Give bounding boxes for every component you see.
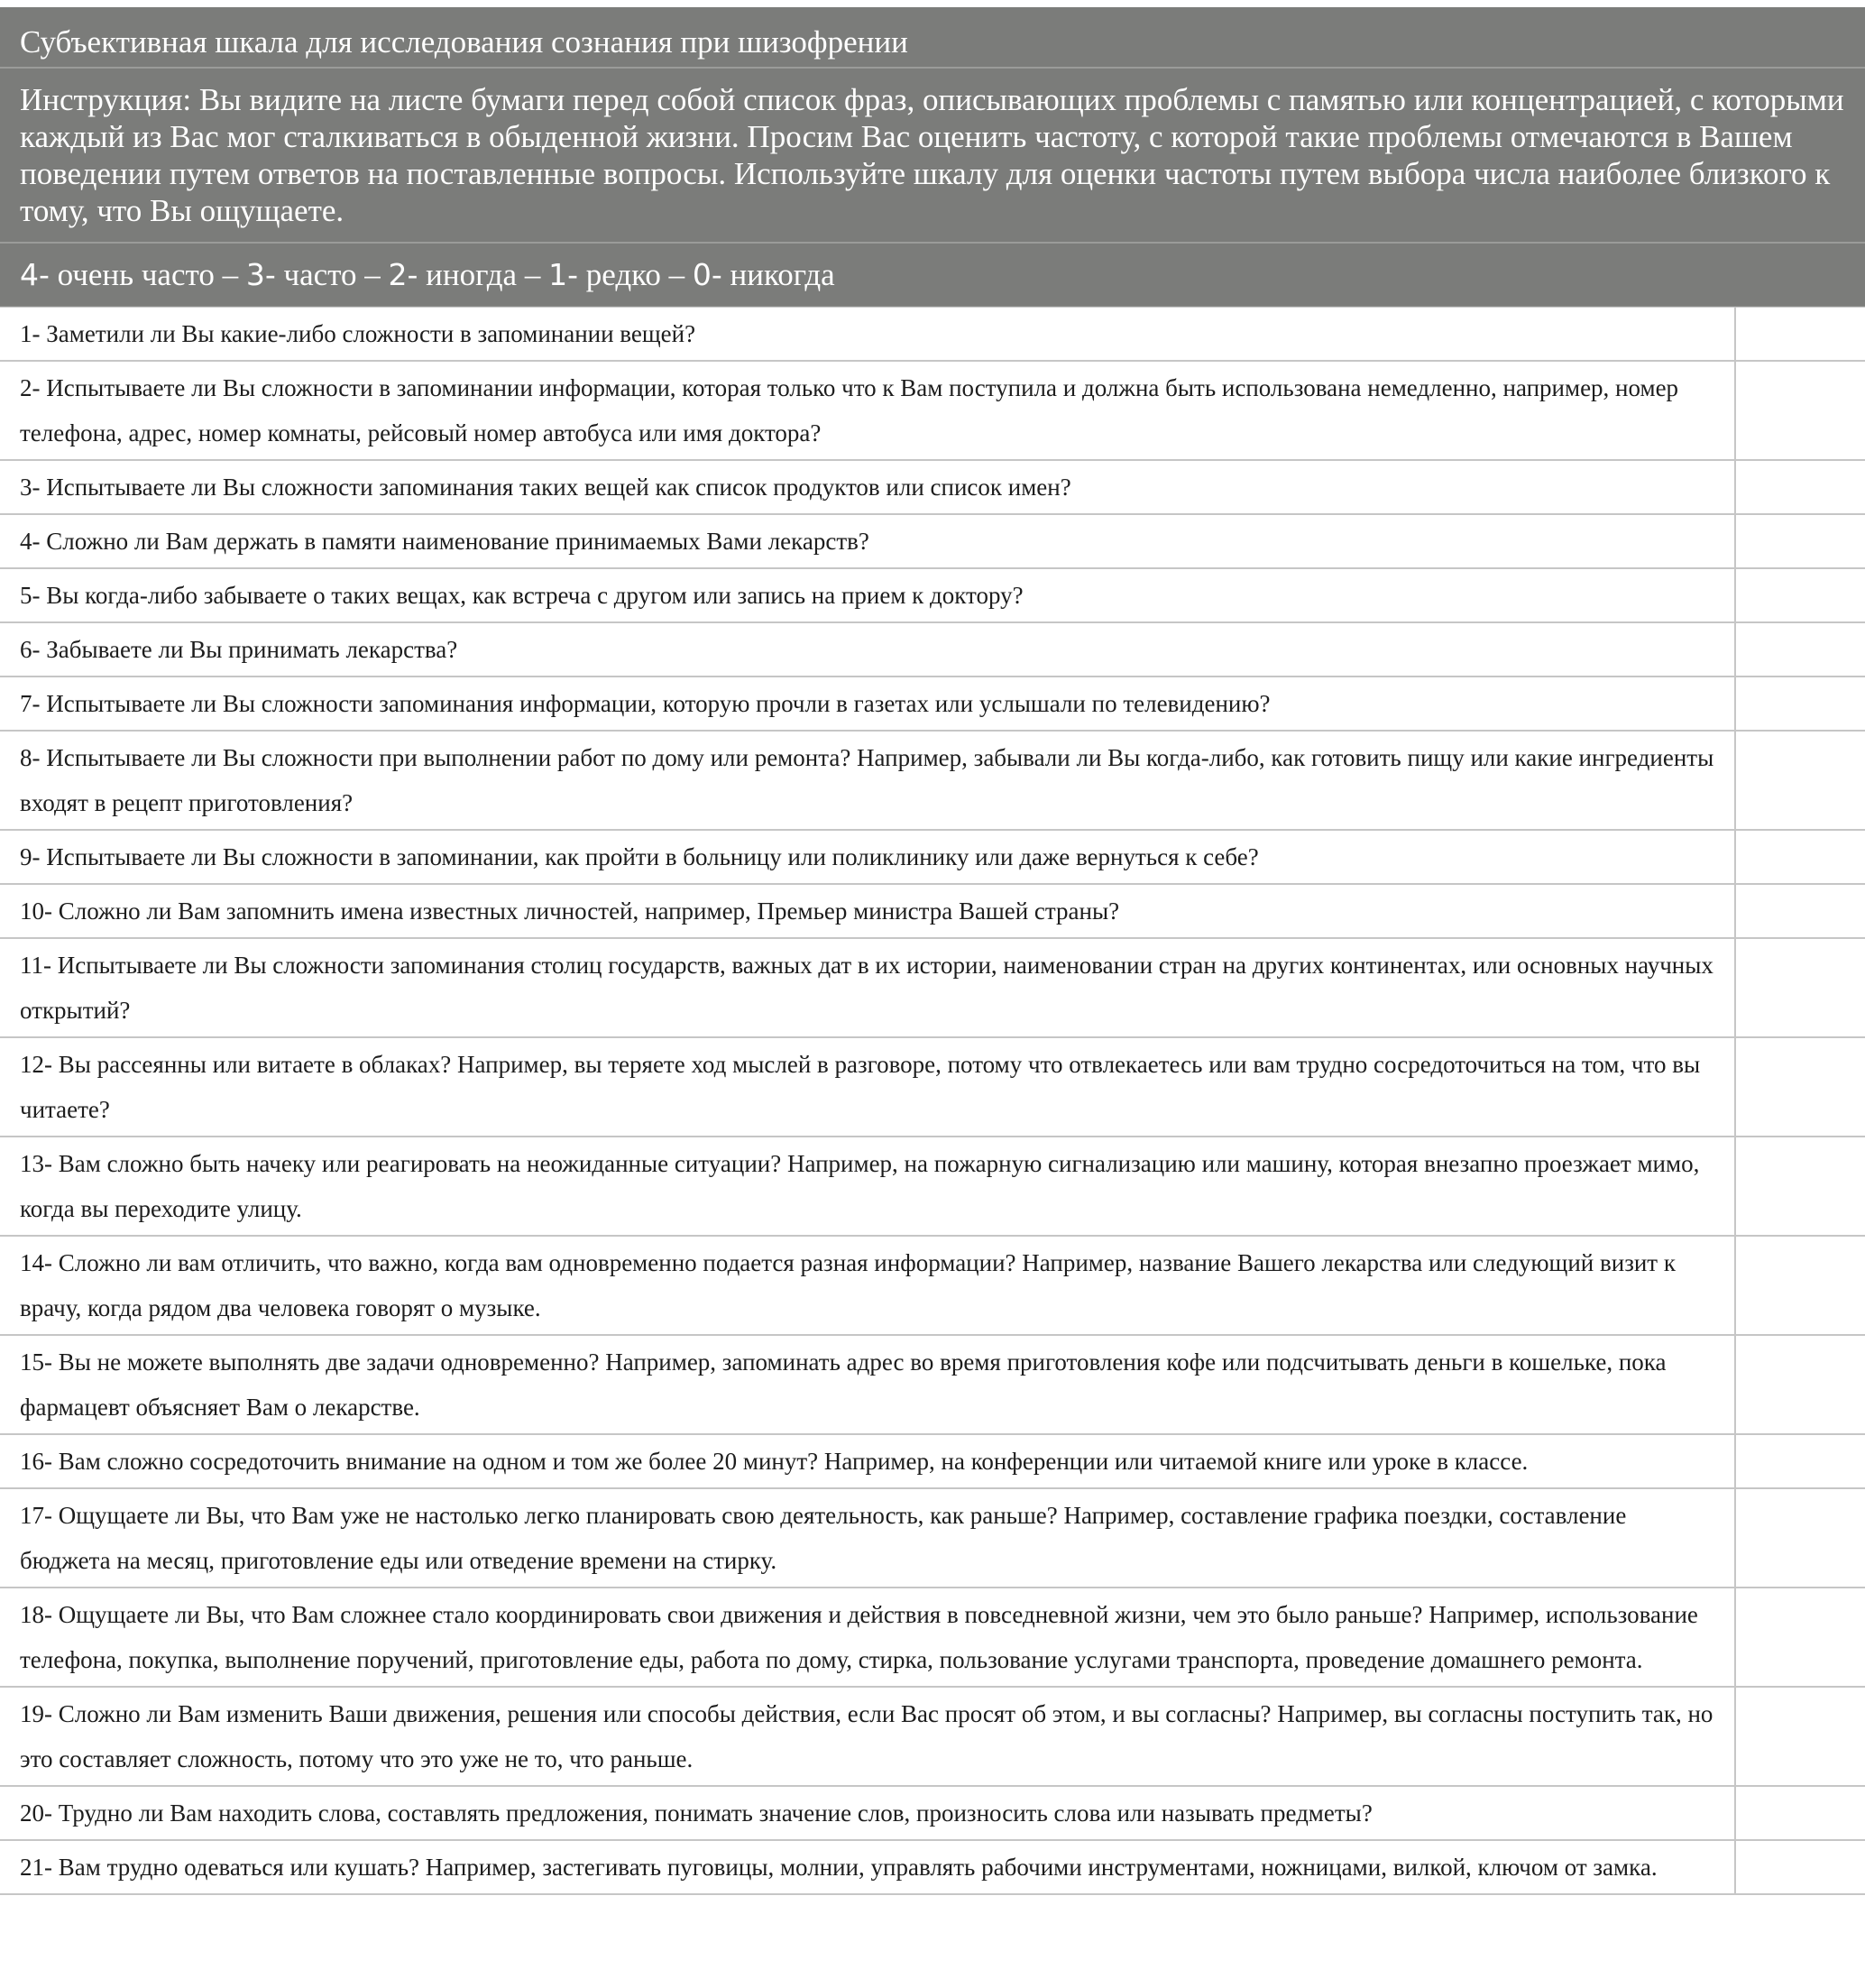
answer-cell[interactable] xyxy=(1735,1037,1865,1137)
answer-cell[interactable] xyxy=(1735,676,1865,731)
answer-cell[interactable] xyxy=(1735,1236,1865,1335)
answer-cell[interactable] xyxy=(1735,1488,1865,1588)
question-row xyxy=(0,830,1865,884)
scale-label-3: часто – xyxy=(275,257,389,292)
question-row xyxy=(0,1236,1865,1335)
question-row xyxy=(0,622,1865,676)
question-row xyxy=(0,884,1865,938)
questionnaire-sheet xyxy=(0,7,1865,1895)
question-text: 20- Трудно ли Вам находить слова, составлять предложения, понимать значение слов, произносить слова или называть предметы? xyxy=(0,1786,1735,1840)
scale-value-2: 2- xyxy=(388,257,418,292)
question-row xyxy=(0,308,1865,362)
question-row xyxy=(0,938,1865,1037)
question-text: 13- Вам сложно быть начеку или реагировать на неожиданные ситуации? Например, на пожарную сигнализацию или машину, которая внезапно проезжает мимо, когда вы переходите улицу. xyxy=(0,1137,1735,1236)
question-text: 11- Испытываете ли Вы сложности запоминания столиц государств, важных дат в их истории, наименовании стран на других континентах, или основных научных открытий? xyxy=(0,938,1735,1037)
question-row xyxy=(0,1488,1865,1588)
question-text: 16- Вам сложно сосредоточить внимание на одном и том же более 20 минут? Например, на конференции или читаемой книге или уроке в классе. xyxy=(0,1434,1735,1488)
question-row xyxy=(0,361,1865,460)
question-text: 8- Испытываете ли Вы сложности при выполнении работ по дому или ремонта? Например, забывали ли Вы когда-либо, как готовить пищу или какие ингредиенты входят в рецепт приготовления? xyxy=(0,731,1735,830)
question-text: 9- Испытываете ли Вы сложности в запоминании, как пройти в больницу или поликлинику или даже вернуться к себе? xyxy=(0,830,1735,884)
scale-label-4: очень часто – xyxy=(49,257,246,292)
answer-cell[interactable] xyxy=(1735,568,1865,622)
question-text: 3- Испытываете ли Вы сложности запоминания таких вещей как список продуктов или список имен? xyxy=(0,460,1735,514)
questionnaire-title: Субъективная шкала для исследования сознания при шизофрении xyxy=(0,7,1865,69)
question-row xyxy=(0,731,1865,830)
question-row xyxy=(0,1137,1865,1236)
question-text: 4- Сложно ли Вам держать в памяти наименование принимаемых Вами лекарств? xyxy=(0,514,1735,568)
question-text: 5- Вы когда-либо забываете о таких вещах, как встреча с другом или запись на прием к доктору? xyxy=(0,568,1735,622)
question-row xyxy=(0,1687,1865,1786)
answer-cell[interactable] xyxy=(1735,731,1865,830)
question-row xyxy=(0,514,1865,568)
question-text: 14- Сложно ли вам отличить, что важно, когда вам одновременно подается разная информации? Например, название Вашего лекарства или следующий визит к врачу, когда рядом два человека говорят о музыке. xyxy=(0,1236,1735,1335)
answer-cell[interactable] xyxy=(1735,1588,1865,1687)
question-text: 18- Ощущаете ли Вы, что Вам сложнее стало координировать свои движения и действия в повседневной жизни, чем это было раньше? Например, использование телефона, покупка, выполнение поручений, приготовление еды, работа по дому, стирка, пользование услугами транспорта, проведение домашнего ремонта. xyxy=(0,1588,1735,1687)
scale-label-2: иногда – xyxy=(418,257,549,292)
question-text: 21- Вам трудно одеваться или кушать? Например, застегивать пуговицы, молнии, управлять рабочими инструментами, ножницами, вилкой, ключом от замка. xyxy=(0,1840,1735,1894)
answer-cell[interactable] xyxy=(1735,1786,1865,1840)
question-text: 6- Забываете ли Вы принимать лекарства? xyxy=(0,622,1735,676)
scale-label-1: редко – xyxy=(578,257,693,292)
answer-cell[interactable] xyxy=(1735,1335,1865,1434)
scale-value-0: 0- xyxy=(692,257,722,292)
answer-cell[interactable] xyxy=(1735,884,1865,938)
question-row xyxy=(0,1840,1865,1894)
question-text: 7- Испытываете ли Вы сложности запоминания информации, которую прочли в газетах или услышали по телевидению? xyxy=(0,676,1735,731)
question-text: 10- Сложно ли Вам запомнить имена известных личностей, например, Премьер министра Вашей страны? xyxy=(0,884,1735,938)
question-text: 19- Сложно ли Вам изменить Ваши движения, решения или способы действия, если Вас просят об этом, и вы согласны? Например, вы согласны поступить так, но это составляет сложность, потому что это уже не то, что раньше. xyxy=(0,1687,1735,1786)
answer-cell[interactable] xyxy=(1735,1137,1865,1236)
question-text: 2- Испытываете ли Вы сложности в запоминании информации, которая только что к Вам поступила и должна быть использована немедленно, например, номер телефона, адрес, номер комнаты, рейсовый номер автобуса или имя доктора? xyxy=(0,361,1735,460)
question-text: 1- Заметили ли Вы какие-либо сложности в запоминании вещей? xyxy=(0,308,1735,362)
instructions-text: Инструкция: Вы видите на листе бумаги перед собой список фраз, описывающих проблемы с памятью или концентрацией, с которыми каждый из Вас мог сталкиваться в обыденной жизни. Просим Вас оценить частоту, с которой такие проблемы отмечаются в Вашем поведении путем ответов на поставленные вопросы. Используйте шкалу для оценки частоты путем выбора числа наиболее близкого к тому, что Вы ощущаете. xyxy=(0,69,1865,244)
answer-cell[interactable] xyxy=(1735,1687,1865,1786)
answer-cell[interactable] xyxy=(1735,622,1865,676)
scale-label-0: никогда xyxy=(721,257,835,292)
question-row xyxy=(0,1786,1865,1840)
frequency-scale xyxy=(0,244,1865,307)
question-text: 12- Вы рассеянны или витаете в облаках? Например, вы теряете ход мыслей в разговоре, потому что отвлекаетесь или вам трудно сосредоточиться на том, что вы читаете? xyxy=(0,1037,1735,1137)
answer-cell[interactable] xyxy=(1735,830,1865,884)
answer-cell[interactable] xyxy=(1735,1840,1865,1894)
answer-cell[interactable] xyxy=(1735,460,1865,514)
question-row xyxy=(0,1037,1865,1137)
answer-cell[interactable] xyxy=(1735,308,1865,362)
question-text: 17- Ощущаете ли Вы, что Вам уже не настолько легко планировать свою деятельность, как раньше? Например, составление графика поездки, составление бюджета на месяц, приготовление еды или отведение времени на стирку. xyxy=(0,1488,1735,1588)
question-row xyxy=(0,1588,1865,1687)
answer-cell[interactable] xyxy=(1735,514,1865,568)
question-row xyxy=(0,676,1865,731)
scale-value-1: 1- xyxy=(548,257,578,292)
answer-cell[interactable] xyxy=(1735,938,1865,1037)
question-row xyxy=(0,460,1865,514)
scale-value-3: 3- xyxy=(245,257,276,292)
scale-value-4: 4- xyxy=(20,257,50,292)
answer-cell[interactable] xyxy=(1735,361,1865,460)
question-row xyxy=(0,1335,1865,1434)
question-text: 15- Вы не можете выполнять две задачи одновременно? Например, запоминать адрес во время приготовления кофе или подсчитывать деньги в кошельке, пока фармацевт объясняет Вам о лекарстве. xyxy=(0,1335,1735,1434)
question-row xyxy=(0,568,1865,622)
questions-body xyxy=(0,308,1865,1895)
question-row xyxy=(0,1434,1865,1488)
questions-table xyxy=(0,307,1865,1895)
answer-cell[interactable] xyxy=(1735,1434,1865,1488)
